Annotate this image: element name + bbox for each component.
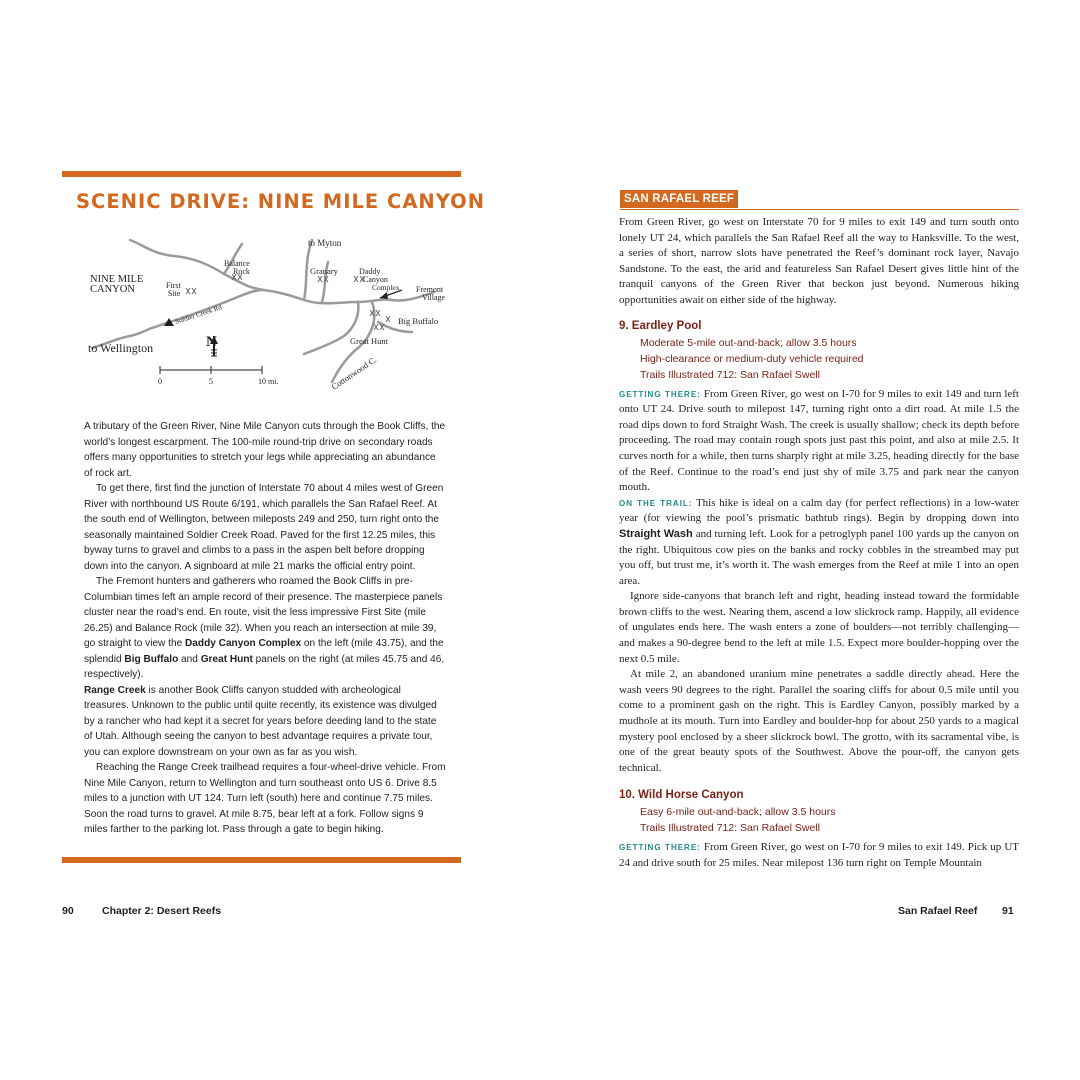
section-tag: SAN RAFAEL REEF bbox=[620, 190, 738, 208]
map-label-to-wellington: to Wellington bbox=[88, 341, 154, 355]
map-label-granary: Granary bbox=[310, 266, 338, 276]
map-label-great-hunt: Great Hunt bbox=[350, 336, 389, 346]
running-head-left: Chapter 2: Desert Reefs bbox=[102, 905, 222, 917]
scale-label-0: 0 bbox=[158, 377, 162, 386]
map-label-daddy-2: Canyon bbox=[363, 275, 388, 284]
page-number-right: 91 bbox=[1002, 905, 1014, 917]
hike-difficulty: Moderate 5-mile out-and-back; allow 3.5 hours bbox=[640, 336, 857, 349]
map-label-fremont-2: Village bbox=[422, 293, 446, 302]
bold-straight-wash: Straight Wash bbox=[619, 527, 693, 540]
hike-vehicle: High-clearance or medium-duty vehicle required bbox=[640, 352, 864, 365]
sidebar-paragraph: Reaching the Range Creek trailhead requires a four-wheel-drive vehicle. From Nine Mile Canyon, return to Wellington and turn southeast onto US 6. Drive 8.5 miles to a junction with UT 124. Turn left (south) here and continue 7.75 miles. Soon the road turns to gravel. At mile 8.75, bear left at a fork. Follow signs 9 miles farther to the parking lot. Pass through a gate to begin hiking. bbox=[84, 762, 446, 835]
sidebar-title: SCENIC DRIVE: NINE MILE CANYON bbox=[76, 190, 486, 213]
sidebar-paragraph: To get there, first find the junction of Interstate 70 about 4 miles west of Green River with northbound US Route 6/191, which parallels the San Rafael Reef. At the south end of Wellington, between mileposts 249 and 250, turn right onto the seasonally maintained Soldier Creek Road. Paved for the first 12.25 miles, this byway turns to gravel and climbs to a pass in the aspen belt before dropping down into the canyon. A signboard at mile 21 marks the official entry point. bbox=[84, 483, 444, 572]
bold-daddy-canyon: Daddy Canyon Complex bbox=[185, 638, 302, 649]
map-label-big-buffalo: Big Buffalo bbox=[398, 316, 439, 326]
map-label-first-site-1: First bbox=[166, 281, 181, 290]
section-rule bbox=[620, 209, 1019, 210]
bold-great-hunt: Great Hunt bbox=[200, 653, 253, 665]
bold-big-buffalo: Big Buffalo bbox=[124, 653, 179, 665]
on-the-trail-paragraph: ON THE TRAIL: This hike is ideal on a calm day (for perfect reflections) in a low-water year (for viewing the pool’s prismatic bathtub rings). Begin by dropping down into Straight Wash and turning left. Look for a petroglyph panel 100 yards up the canyon on the right. Ubiquitous cow pies on the banks and rocky cobbles in the streambed may put you off, but trust me, it’s worth it. The wash emerges from the Reef at mile 1 into an open area. bbox=[619, 496, 1019, 587]
map-label-daddy-1: Daddy bbox=[359, 267, 381, 276]
scale-label-10: 10 mi. bbox=[258, 377, 279, 386]
north-label: N bbox=[206, 334, 217, 350]
on-the-trail-label: ON THE TRAIL: bbox=[619, 498, 693, 508]
hike-wild-horse-canyon bbox=[619, 787, 1019, 871]
map-roads bbox=[92, 240, 434, 382]
running-head-right: San Rafael Reef bbox=[898, 905, 978, 917]
getting-there-label: GETTING THERE: bbox=[619, 389, 701, 399]
nine-mile-canyon-map bbox=[82, 232, 454, 392]
intro-paragraph: From Green River, go west on Interstate 70 for 9 miles to exit 149 and turn south onto lonely UT 24, which parallels the San Rafael Reef all the way to Hanksville. To the west, a series of short, narrow slots have penetrated the Reef’s dominant rock layer, Navajo Sandstone. To the east, the arid and featureless San Rafael Desert gives little hint of the tranquil canyons of the Green River that beckon just beyond. Numerous hiking opportunities await on either side of the highway. bbox=[619, 216, 1019, 306]
map-label-canyon: CANYON bbox=[90, 284, 135, 295]
map-scale-bar bbox=[160, 366, 262, 374]
hike-title: 9. Eardley Pool bbox=[619, 319, 702, 332]
sidebar-bottom-rule bbox=[62, 857, 461, 863]
arrowhead-icon bbox=[380, 292, 388, 299]
map-label-balance-rock-1: Balance bbox=[224, 259, 250, 268]
scale-label-5: 5 bbox=[209, 377, 213, 386]
sidebar-paragraph: Range Creek is another Book Cliffs canyon studded with archeological treasures. Unknown to the public until quite recently, its existence was divulged by a rancher who had kept it a secret for years before deeding land to the state of Utah. Although seeing the canyon to best advantage requires a private tour, you can explore downstream on your own as far as you wish. bbox=[84, 684, 437, 758]
sidebar-body bbox=[84, 419, 446, 838]
map-label-fremont-1: Fremont bbox=[416, 285, 444, 294]
bold-range-creek: Range Creek bbox=[84, 684, 146, 696]
page-number-left: 90 bbox=[62, 905, 74, 917]
sidebar-top-rule bbox=[62, 171, 461, 177]
sidebar-paragraph: The Fremont hunters and gatherers who roamed the Book Cliffs in pre-Columbian times left an ample record of their presence. The masterpiece panels cluster near the road’s end. En route, visit the less impressive First Site (mile 26.25) and Balance Rock (mile 32). When you reach an intersection at mile 39, go straight to view the Daddy Canyon Complex on the left (mile 43.75), and the splendid Big Buffalo and Great Hunt panels on the right (at miles 45.75 and 46, respectively). bbox=[84, 576, 445, 680]
trail-paragraph: Ignore side-canyons that branch left and right, heading instead toward the formidable brown cliffs to the west. Nearing them, ascend a low slickrock ramp. Happily, all evidence of ungulates ends here. The wash enters a zone of boulders—not terribly challenging—and makes a 90-degree bend to the left at mile 1.5. Expect more boulder-hopping over the next 0.5 mile. bbox=[619, 590, 1019, 665]
hike-map: Trails Illustrated 712: San Rafael Swell bbox=[640, 368, 820, 381]
map-label-nine-mile: NINE MILE bbox=[90, 274, 144, 285]
getting-there-paragraph: GETTING THERE: From Green River, go west on I-70 for 9 miles to exit 149 and turn left onto UT 24. Drive south to milepost 147, turning right onto a dirt road. At mile 1.5 the road dips down to ford Straight Wash. The creek is usually shallow; check its depth before proceeding. The road may contain rough spots just past this point, and also at mile 2.5. It curves north for a while, then turns sharply right at mile 3.25, heading directly for the base of the Reef. Continue to the road’s end just shy of mile 3.75 and park near the canyon mouth. bbox=[619, 387, 1019, 494]
sidebar-paragraph: A tributary of the Green River, Nine Mile Canyon cuts through the Book Cliffs, the world’s longest escarpment. The 100-mile round-trip drive on secondary roads offers many opportunities to stretch your legs while appreciating an abundance of rock art. bbox=[84, 421, 446, 479]
map-label-first-site-2: Site bbox=[168, 289, 181, 298]
hike-eardley-pool bbox=[619, 318, 1019, 777]
getting-there-label: GETTING THERE: bbox=[619, 843, 701, 853]
map-label-soldier-creek: Soldier Creek Rd bbox=[174, 303, 223, 326]
map-label-balance-rock-2: Rock bbox=[233, 267, 250, 276]
map-label-daddy-3: Complex bbox=[372, 283, 400, 292]
map-label-cottonwood: Cottonwood C. bbox=[329, 354, 379, 392]
right-body bbox=[619, 215, 1019, 872]
getting-there-paragraph: GETTING THERE: From Green River, go west on I-70 for 9 miles to exit 149. Pick up UT 24 and drive south for 25 miles. Near milepost 136 turn right on Temple Mountain bbox=[619, 841, 1019, 869]
map-label-to-myton: to Myton bbox=[308, 238, 342, 248]
hike-map: Trails Illustrated 712: San Rafael Swell bbox=[640, 822, 820, 835]
trail-paragraph: At mile 2, an abandoned uranium mine penetrates a saddle directly ahead. Here the wash veers 90 degrees to the right. Parallel the soaring cliffs for about 0.5 mile until you come to a prominent gash on the right. This is Eardley Canyon, possibly marked by a mudhole at its mouth. Turn into Eardley and boulder-hop for about 250 yards to a magical mystery pool enclosed by a sheer slickrock bowl. The grotto, with its sacramental vibe, is one of the great beauty spots of the Southwest. Above the pour-off, the canyon gets technical. bbox=[619, 668, 1019, 774]
right-page bbox=[540, 0, 1080, 1080]
hike-difficulty: Easy 6-mile out-and-back; allow 3.5 hours bbox=[640, 806, 836, 819]
hike-title: 10. Wild Horse Canyon bbox=[619, 789, 744, 802]
